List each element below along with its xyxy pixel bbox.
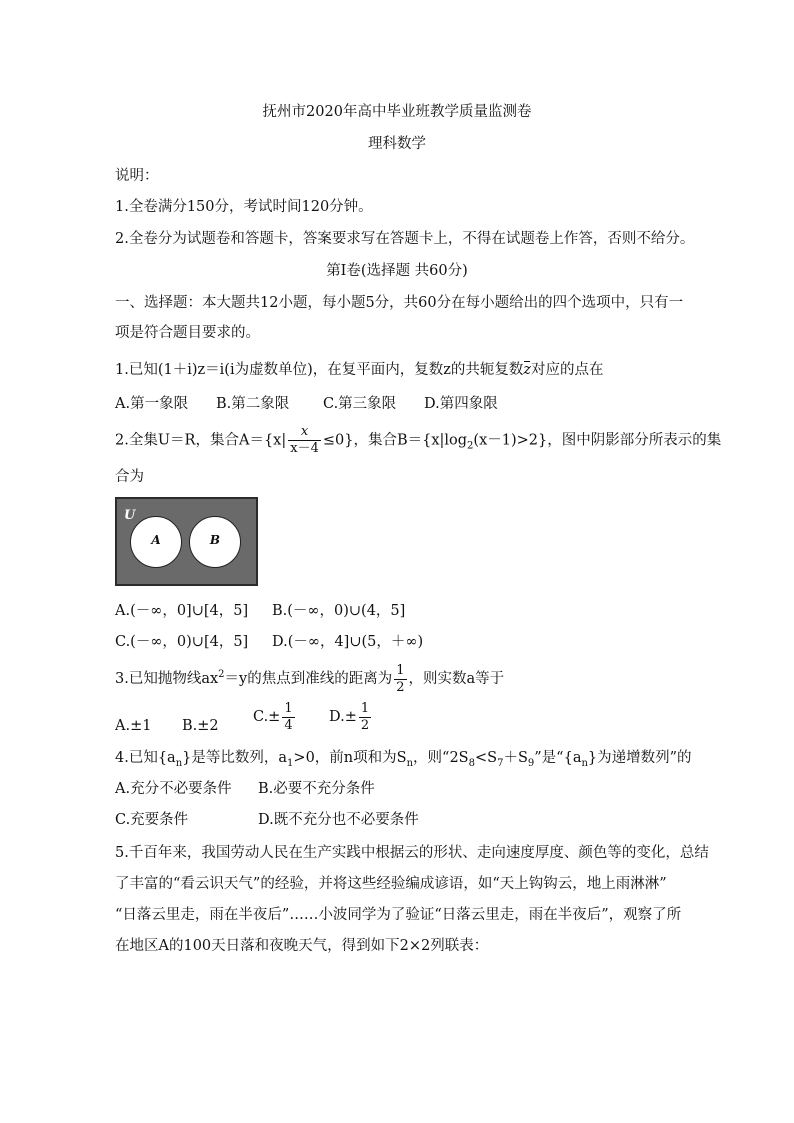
q1-stem [115, 360, 604, 380]
q4-sub-5: 7 [497, 757, 504, 769]
venn-circle-b [189, 516, 241, 568]
q3-option-b: B.±2 [182, 718, 219, 734]
q2-option-d: D.(－∞，4]∪(5，＋∞) [272, 634, 424, 650]
q4-option-c: C.充要条件 [115, 812, 189, 828]
q3-option-d-fraction [359, 701, 371, 734]
q4-text-2: }是等比数列，a [182, 750, 288, 766]
q4-sub-7: n [581, 757, 588, 769]
instruction-item-1: 1.全卷满分150分，考试时间120分钟。 [115, 199, 373, 215]
q3-option-c-fraction [282, 701, 294, 734]
q4-text-4: ，则“2S [413, 750, 469, 766]
q2-stem-line-2: 合为 [115, 469, 144, 485]
q3-option-c [253, 700, 297, 734]
q1-option-a: A.第一象限 [115, 396, 189, 412]
q3-frac-den: 2 [396, 679, 405, 695]
q3-option-a: A.±1 [115, 718, 152, 734]
q2-stem [115, 424, 721, 457]
q4-option-b: B.必要不充分条件 [258, 781, 375, 797]
q2-frac-num: x [300, 424, 309, 439]
q1-option-d: D.第四象限 [424, 396, 498, 412]
venn-universe-label: U [124, 508, 136, 523]
q1-conjugate-z: z [523, 362, 532, 378]
q5-line-3: “日落云里走，雨在半夜后”……小波同学为了验证“日落云里走，雨在半夜后”，观察了所 [115, 907, 682, 923]
q3-option-d-num: 1 [360, 700, 370, 716]
q4-sub-6: 9 [527, 757, 535, 769]
q3-option-c-prefix: C.± [253, 709, 281, 725]
section-title: 第Ⅰ卷(选择题 共60分) [326, 263, 468, 279]
q4-sub-1: n [175, 757, 183, 769]
q2-option-c: C.(－∞，0)∪[4，5] [115, 634, 249, 650]
q3-stem-before: 3.已知抛物线ax [115, 671, 219, 687]
q3-option-c-den: 4 [284, 717, 293, 733]
q3-option-d-den: 2 [360, 717, 370, 733]
q2-stem-after: ≤0}，集合B＝{x|log [322, 432, 468, 449]
q4-text-1: 4.已知{a [115, 750, 176, 766]
q4-text-6: ＋S [503, 750, 528, 766]
q4-text-7: ”是“{a [534, 750, 582, 766]
q1-option-c: C.第三象限 [323, 396, 397, 412]
exam-subject: 理科数学 [368, 136, 426, 152]
instruction-item-2: 2.全卷分为试题卷和答题卡，答案要求写在答题卡上，不得在试题卷上作答，否则不给分。 [115, 231, 695, 247]
q3-frac-num: 1 [396, 662, 405, 678]
venn-circle-a [130, 516, 182, 568]
instructions-heading: 说明： [115, 168, 159, 184]
q3-stem [115, 662, 504, 696]
q1-stem-after: 对应的点在 [531, 362, 604, 378]
venn-diagram [115, 497, 258, 586]
section-intro-line-2: 项是符合题目要求的。 [115, 325, 260, 341]
q3-fraction [394, 663, 406, 696]
q2-option-b: B.(－∞，0)∪(4，5] [272, 603, 406, 619]
section-intro-line-1: 一、选择题：本大题共12小题，每小题5分，共60分在每小题给出的四个选项中，只有一 [115, 295, 684, 311]
q4-sub-4: 8 [468, 757, 475, 769]
q3-option-c-num: 1 [284, 700, 293, 716]
q4-option-a: A.充分不必要条件 [115, 781, 232, 797]
q1-option-b: B.第二象限 [216, 396, 290, 412]
q4-stem [115, 748, 692, 768]
q4-text-5: <S [474, 750, 498, 766]
q4-option-d: D.既不充分也不必要条件 [258, 812, 419, 828]
q1-stem-before: 1.已知(1＋i)z＝i(i为虚数单位)，在复平面内，复数z的共轭复数 [115, 362, 524, 378]
venn-label-a: A [151, 533, 161, 547]
q3-option-d-prefix: D.± [329, 709, 357, 725]
q2-option-a: A.(－∞，0]∪[4，5] [115, 603, 249, 619]
q5-line-1: 5.千百年来，我国劳动人民在生产实践中根据云的形状、走向速度厚度、颜色等的变化，总结 [115, 845, 709, 861]
q2-log-base: 2 [467, 440, 474, 452]
q5-line-2: 了丰富的“看云识天气”的经验，并将这些经验编成谚语，如“天上钩钩云，地上雨淋淋” [115, 876, 667, 892]
q3-exponent: 2 [218, 669, 225, 681]
exam-title: 抚州市2020年高中毕业班教学质量监测卷 [262, 104, 532, 120]
q4-sub-3: n [406, 757, 414, 769]
q5-line-4: 在地区A的100天日落和夜晚天气，得到如下2×2列联表： [115, 938, 489, 954]
q4-text-3: >0，前n项和为S [293, 750, 407, 766]
q3-stem-after: ，则实数a等于 [408, 671, 505, 687]
q2-fraction [288, 424, 321, 457]
venn-label-b: B [209, 533, 221, 547]
q2-frac-den: x－4 [290, 441, 319, 456]
q2-stem-tail: (x－1)>2}，图中阴影部分所表示的集 [473, 432, 722, 449]
q2-stem-before: 2.全集U＝R，集合A＝{x| [115, 432, 287, 449]
q3-stem-mid: ＝y的焦点到准线的距离为 [224, 671, 393, 687]
q3-option-d [329, 700, 373, 734]
q4-text-8: }为递增数列”的 [587, 750, 692, 766]
q4-sub-2: 1 [287, 757, 294, 769]
